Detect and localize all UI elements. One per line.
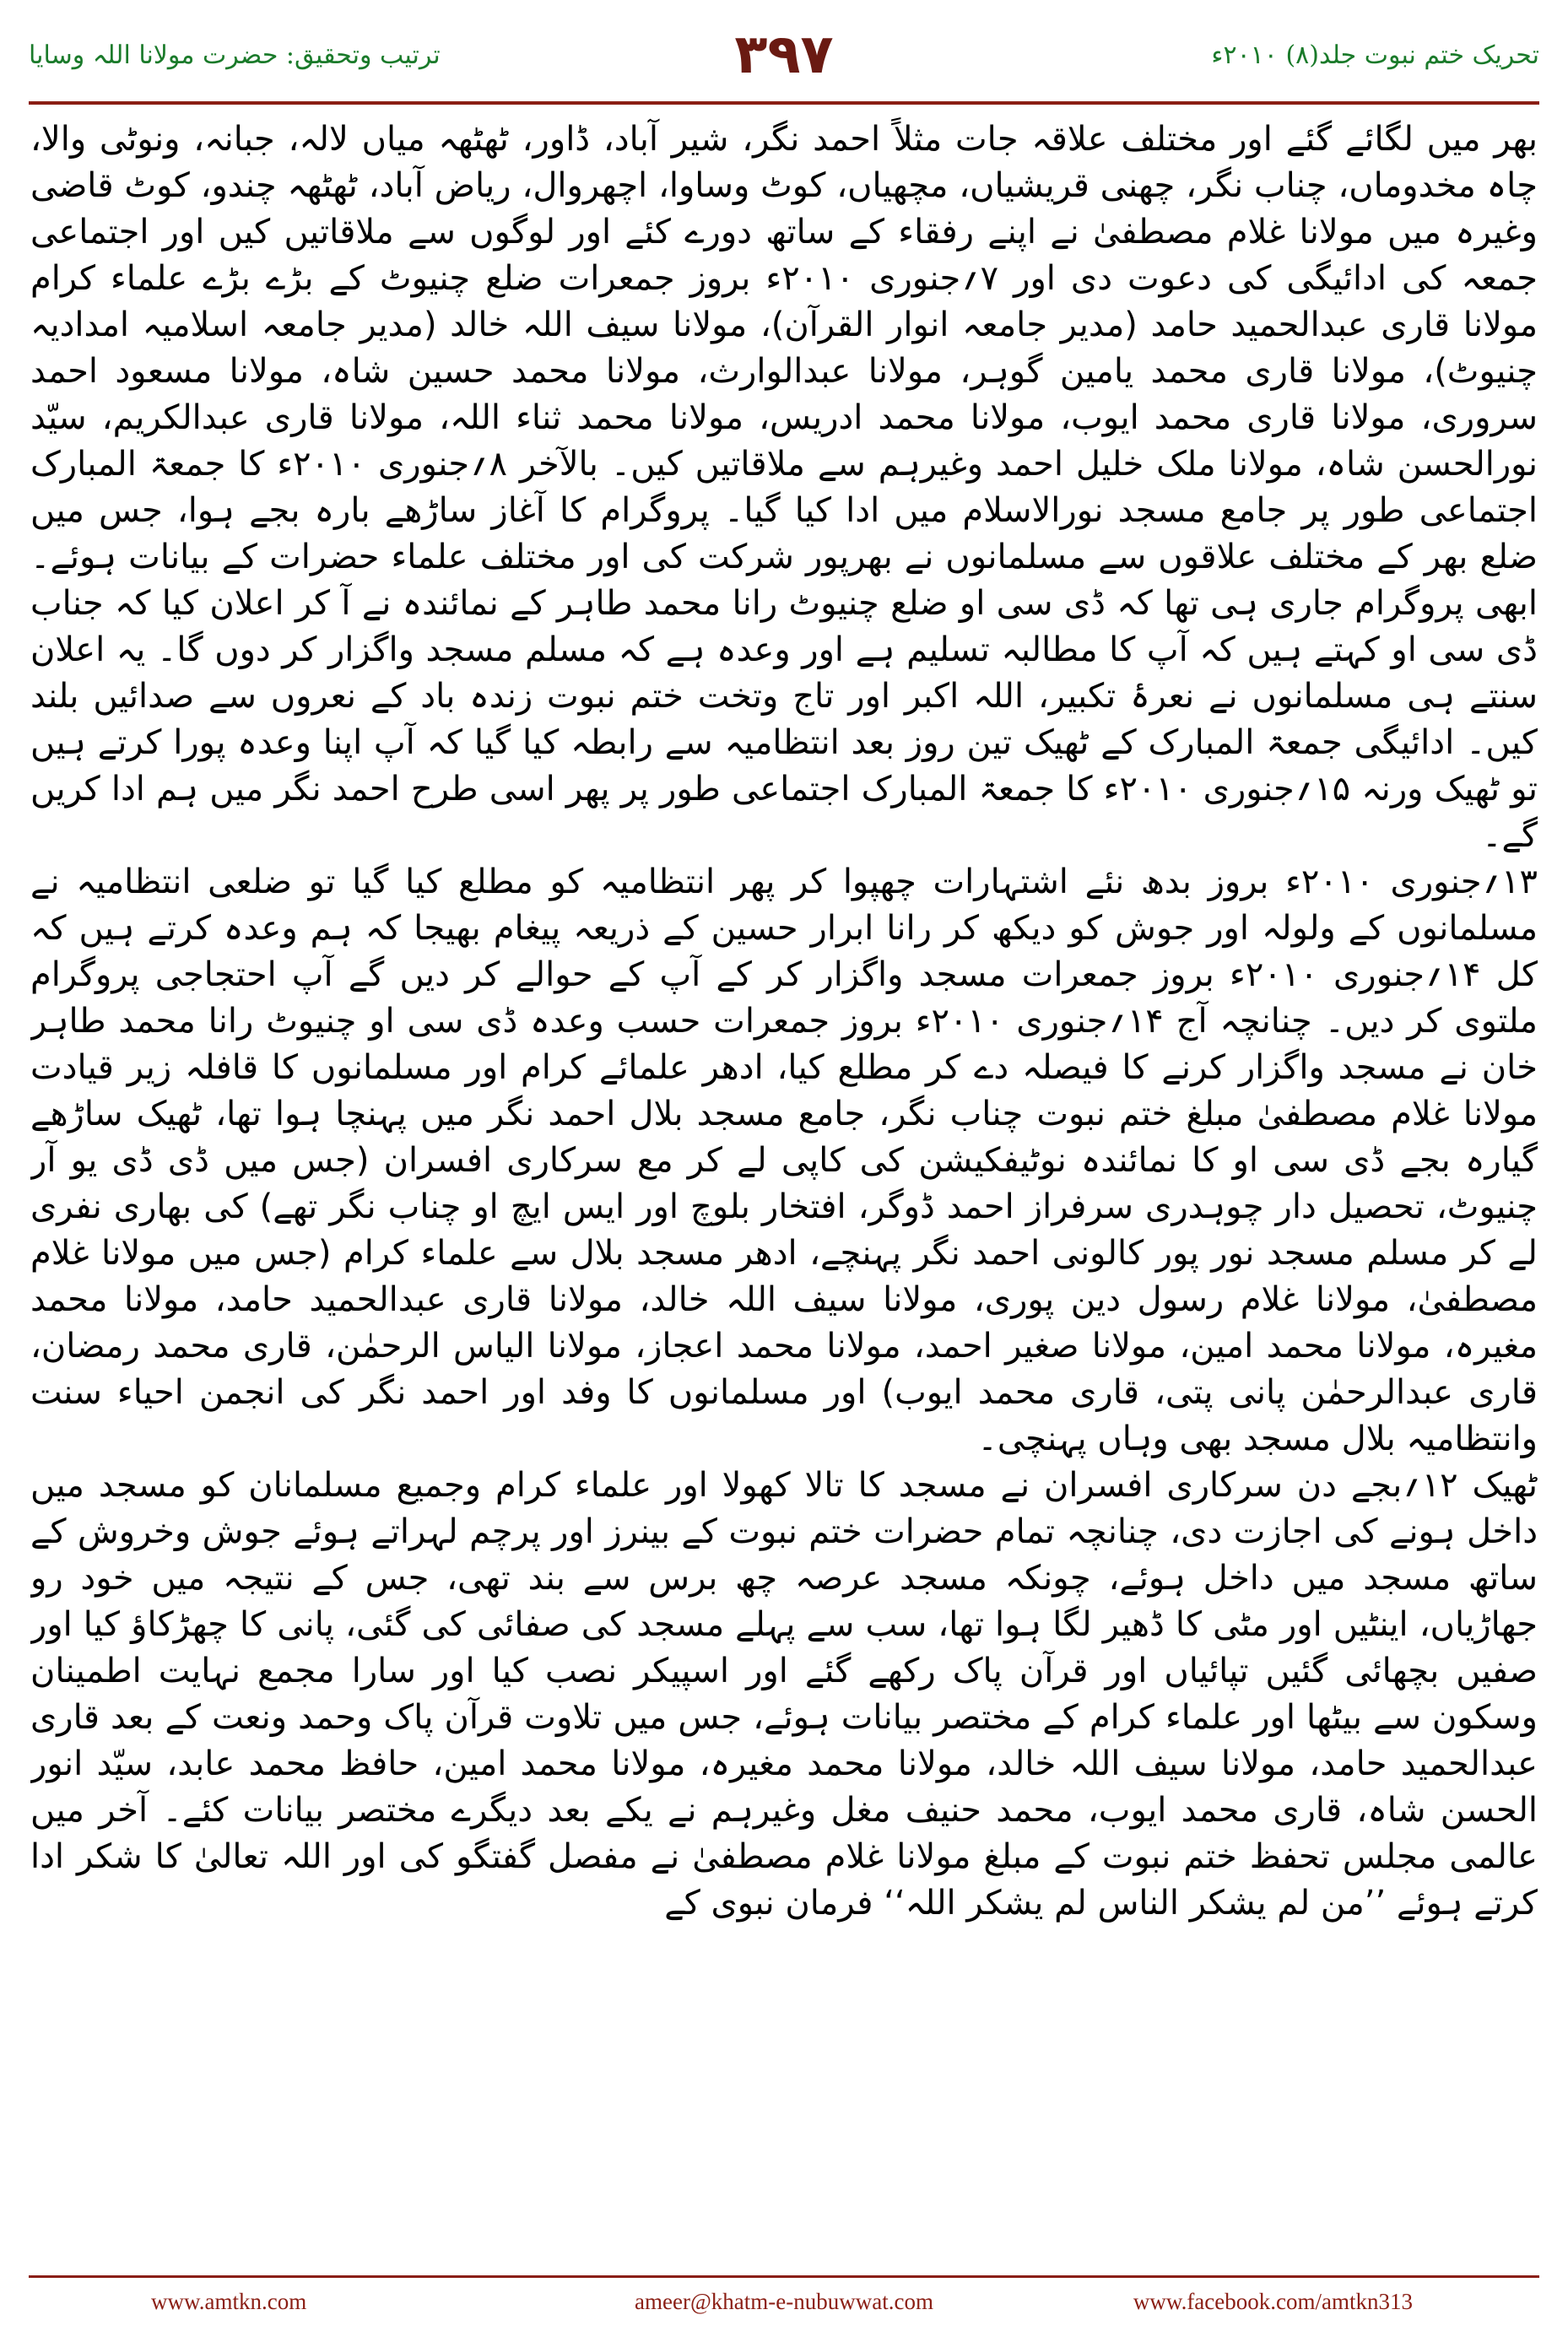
page-header [29,24,1539,108]
page-body [30,116,1538,2262]
paragraph-2: ۱۳؍جنوری ۲۰۱۰ء بروز بدھ نئے اشتہارات چھپوا کر پھر انتظامیہ کو مطلع کیا گیا تو ضلعی انتظامیہ نے مسلمانوں کے ولولہ اور جوش کو دیکھ کر رانا ابرار حسین کے ذریعہ پیغام بھیجا کہ ہم وعدہ کرتے ہیں کہ کل ۱۴؍جنوری ۲۰۱۰ء بروز جمعرات مسجد واگزار کر کے آپ کے حوالے کر دیں گے آپ احتجاجی پروگرام ملتوی کر دیں۔ چنانچہ آج ۱۴؍جنوری ۲۰۱۰ء بروز جمعرات حسب وعدہ ڈی سی او چنیوٹ رانا محمد طاہر خان نے مسجد واگزار کرنے کا فیصلہ دے کر مطلع کیا، ادھر علمائے کرام اور مسلمانوں کا قافلہ زیر قیادت مولانا غلام مصطفیٰ مبلغ ختم نبوت چناب نگر، جامع مسجد بلال احمد نگر میں پہنچا ہوا تھا، ٹھیک ساڑھے گیارہ بجے ڈی سی او کا نمائندہ نوٹیفکیشن کی کاپی لے کر مع سرکاری افسران (جس میں ڈی ڈی یو آر چنیوٹ، تحصیل دار چوہدری سرفراز احمد ڈوگر، افتخار بلوچ اور ایس ایچ او چناب نگر تھے) کی بھاری نفری لے کر مسلم مسجد نور پور کالونی احمد نگر پہنچے، ادھر مسجد بلال سے علماء کرام (جس میں مولانا غلام مصطفیٰ، مولانا غلام رسول دین پوری، مولانا سیف اللہ خالد، مولانا قاری عبدالحمید حامد، مولانا محمد مغیرہ، مولانا محمد امین، مولانا صغیر احمد، مولانا محمد اعجاز، مولانا الیاس الرحمٰن، قاری محمد رمضان، قاری عبدالرحمٰن پانی پتی، قاری محمد ایوب) اور مسلمانوں کا وفد اور احمد نگر کی انجمن احیاء سنت وانتظامیہ بلال مسجد بھی وہاں پہنچی۔ [30,863,1538,1458]
footer-website-link[interactable]: www.amtkn.com [151,2289,307,2314]
paragraph-1: بھر میں لگائے گئے اور مختلف علاقہ جات مثلاً احمد نگر، شیر آباد، ڈاور، ٹھٹھہ میاں لالہ، جبانہ، ونوٹی والا، چاہ مخدوماں، چناب نگر، چھنی قریشیاں، مچھیاں، کوٹ وساوا، اچھروال، ریاض آباد، ٹھٹھہ چندو، کوٹ قاضی وغیرہ میں مولانا غلام مصطفیٰ نے اپنے رفقاء کے ساتھ دورے کئے اور لوگوں سے ملاقاتیں کیں اور اجتماعی جمعہ کی ادائیگی کی دعوت دی اور ۷؍جنوری ۲۰۱۰ء بروز جمعرات ضلع چنیوٹ کے بڑے بڑے علماء کرام مولانا قاری عبدالحمید حامد (مدیر جامعہ انوار القرآن)، مولانا سیف اللہ خالد (مدیر جامعہ اسلامیہ امدادیہ چنیوٹ)، مولانا قاری محمد یامین گوہر، مولانا عبدالوارث، مولانا محمد حسین شاہ، مولانا مسعود احمد سروری، مولانا قاری محمد ایوب، مولانا محمد ادریس، مولانا محمد ثناء اللہ، مولانا قاری عبدالکریم، سیّد نورالحسن شاہ، مولانا ملک خلیل احمد وغیرہم سے ملاقاتیں کیں۔ بالآخر ۸؍جنوری ۲۰۱۰ء کا جمعۃ المبارک اجتماعی طور پر جامع مسجد نورالاسلام میں ادا کیا گیا۔ پروگرام کا آغاز ساڑھے بارہ بجے ہوا، جس میں ضلع بھر کے مختلف علاقوں سے مسلمانوں نے بھرپور شرکت کی اور مختلف علماء حضرات کے بیانات ہوئے۔ ابھی پروگرام جاری ہی تھا کہ ڈی سی او ضلع چنیوٹ رانا محمد طاہر کے نمائندہ نے آ کر اعلان کیا کہ جناب ڈی سی او کہتے ہیں کہ آپ کا مطالبہ تسلیم ہے اور وعدہ ہے کہ مسلم مسجد واگزار کر دوں گا۔ یہ اعلان سنتے ہی مسلمانوں نے نعرۂ تکبیر، اللہ اکبر اور تاج وتخت ختم نبوت زندہ باد کے نعروں سے صدائیں بلند کیں۔ ادائیگی جمعۃ المبارک کے ٹھیک تین روز بعد انتظامیہ سے رابطہ کیا گیا کہ آپ اپنا وعدہ پورا کرتے ہیں تو ٹھیک ورنہ ۱۵؍جنوری ۲۰۱۰ء کا جمعۃ المبارک اجتماعی طور پر پھر اسی طرح احمد نگر میں ہم ادا کریں گے۔ [30,120,1538,855]
footer-email-link[interactable]: ameer@khatm-e-nubuwwat.com [635,2289,933,2314]
header-compiler: ترتیب وتحقیق: حضرت مولانا اللہ وسایا [29,41,441,70]
page-footer [29,2289,1539,2323]
header-book-title: تحریک ختم نبوت جلد(۸) ۲۰۱۰ء [1211,41,1539,70]
header-rule [29,101,1539,105]
paragraph-3: ٹھیک ۱۲؍بجے دن سرکاری افسران نے مسجد کا تالا کھولا اور علماء کرام وجمیع مسلمانان کو مسجد میں داخل ہونے کی اجازت دی، چنانچہ تمام حضرات ختم نبوت کے بینرز اور پرچم لہراتے ہوئے جوش وخروش کے ساتھ مسجد میں داخل ہوئے، چونکہ مسجد عرصہ چھ برس سے بند تھی، جس کے نتیجہ میں خود رو جھاڑیاں، اینٹیں اور مٹی کا ڈھیر لگا ہوا تھا، سب سے پہلے مسجد کی صفائی کی گئی، پانی کا چھڑکاؤ کیا اور صفیں بچھائی گئیں تپائیاں اور قرآن پاک رکھے گئے اور اسپیکر نصب کیا اور سارا مجمع نہایت اطمینان وسکون سے بیٹھا اور علماء کرام کے مختصر بیانات ہوئے، جس میں تلاوت قرآن پاک وحمد ونعت کے بعد قاری عبدالحمید حامد، مولانا سیف اللہ خالد، مولانا محمد مغیرہ، مولانا محمد امین، حافظ محمد عابد، سیّد انور الحسن شاہ، قاری محمد ایوب، محمد حنیف مغل وغیرہم نے یکے بعد دیگرے مختصر بیانات کئے۔ آخر میں عالمی مجلس تحفظ ختم نبوت کے مبلغ مولانا غلام مصطفیٰ نے مفصل گفتگو کی اور اللہ تعالیٰ کا شکر ادا کرتے ہوئے ’’من لم یشکر الناس لم یشکر اللہ‘‘ فرمان نبوی کے [30,1466,1538,1923]
footer-rule [29,2275,1539,2278]
page-number: ۳۹۷ [734,24,834,86]
footer-facebook-link[interactable]: www.facebook.com/amtkn313 [1133,2289,1413,2314]
